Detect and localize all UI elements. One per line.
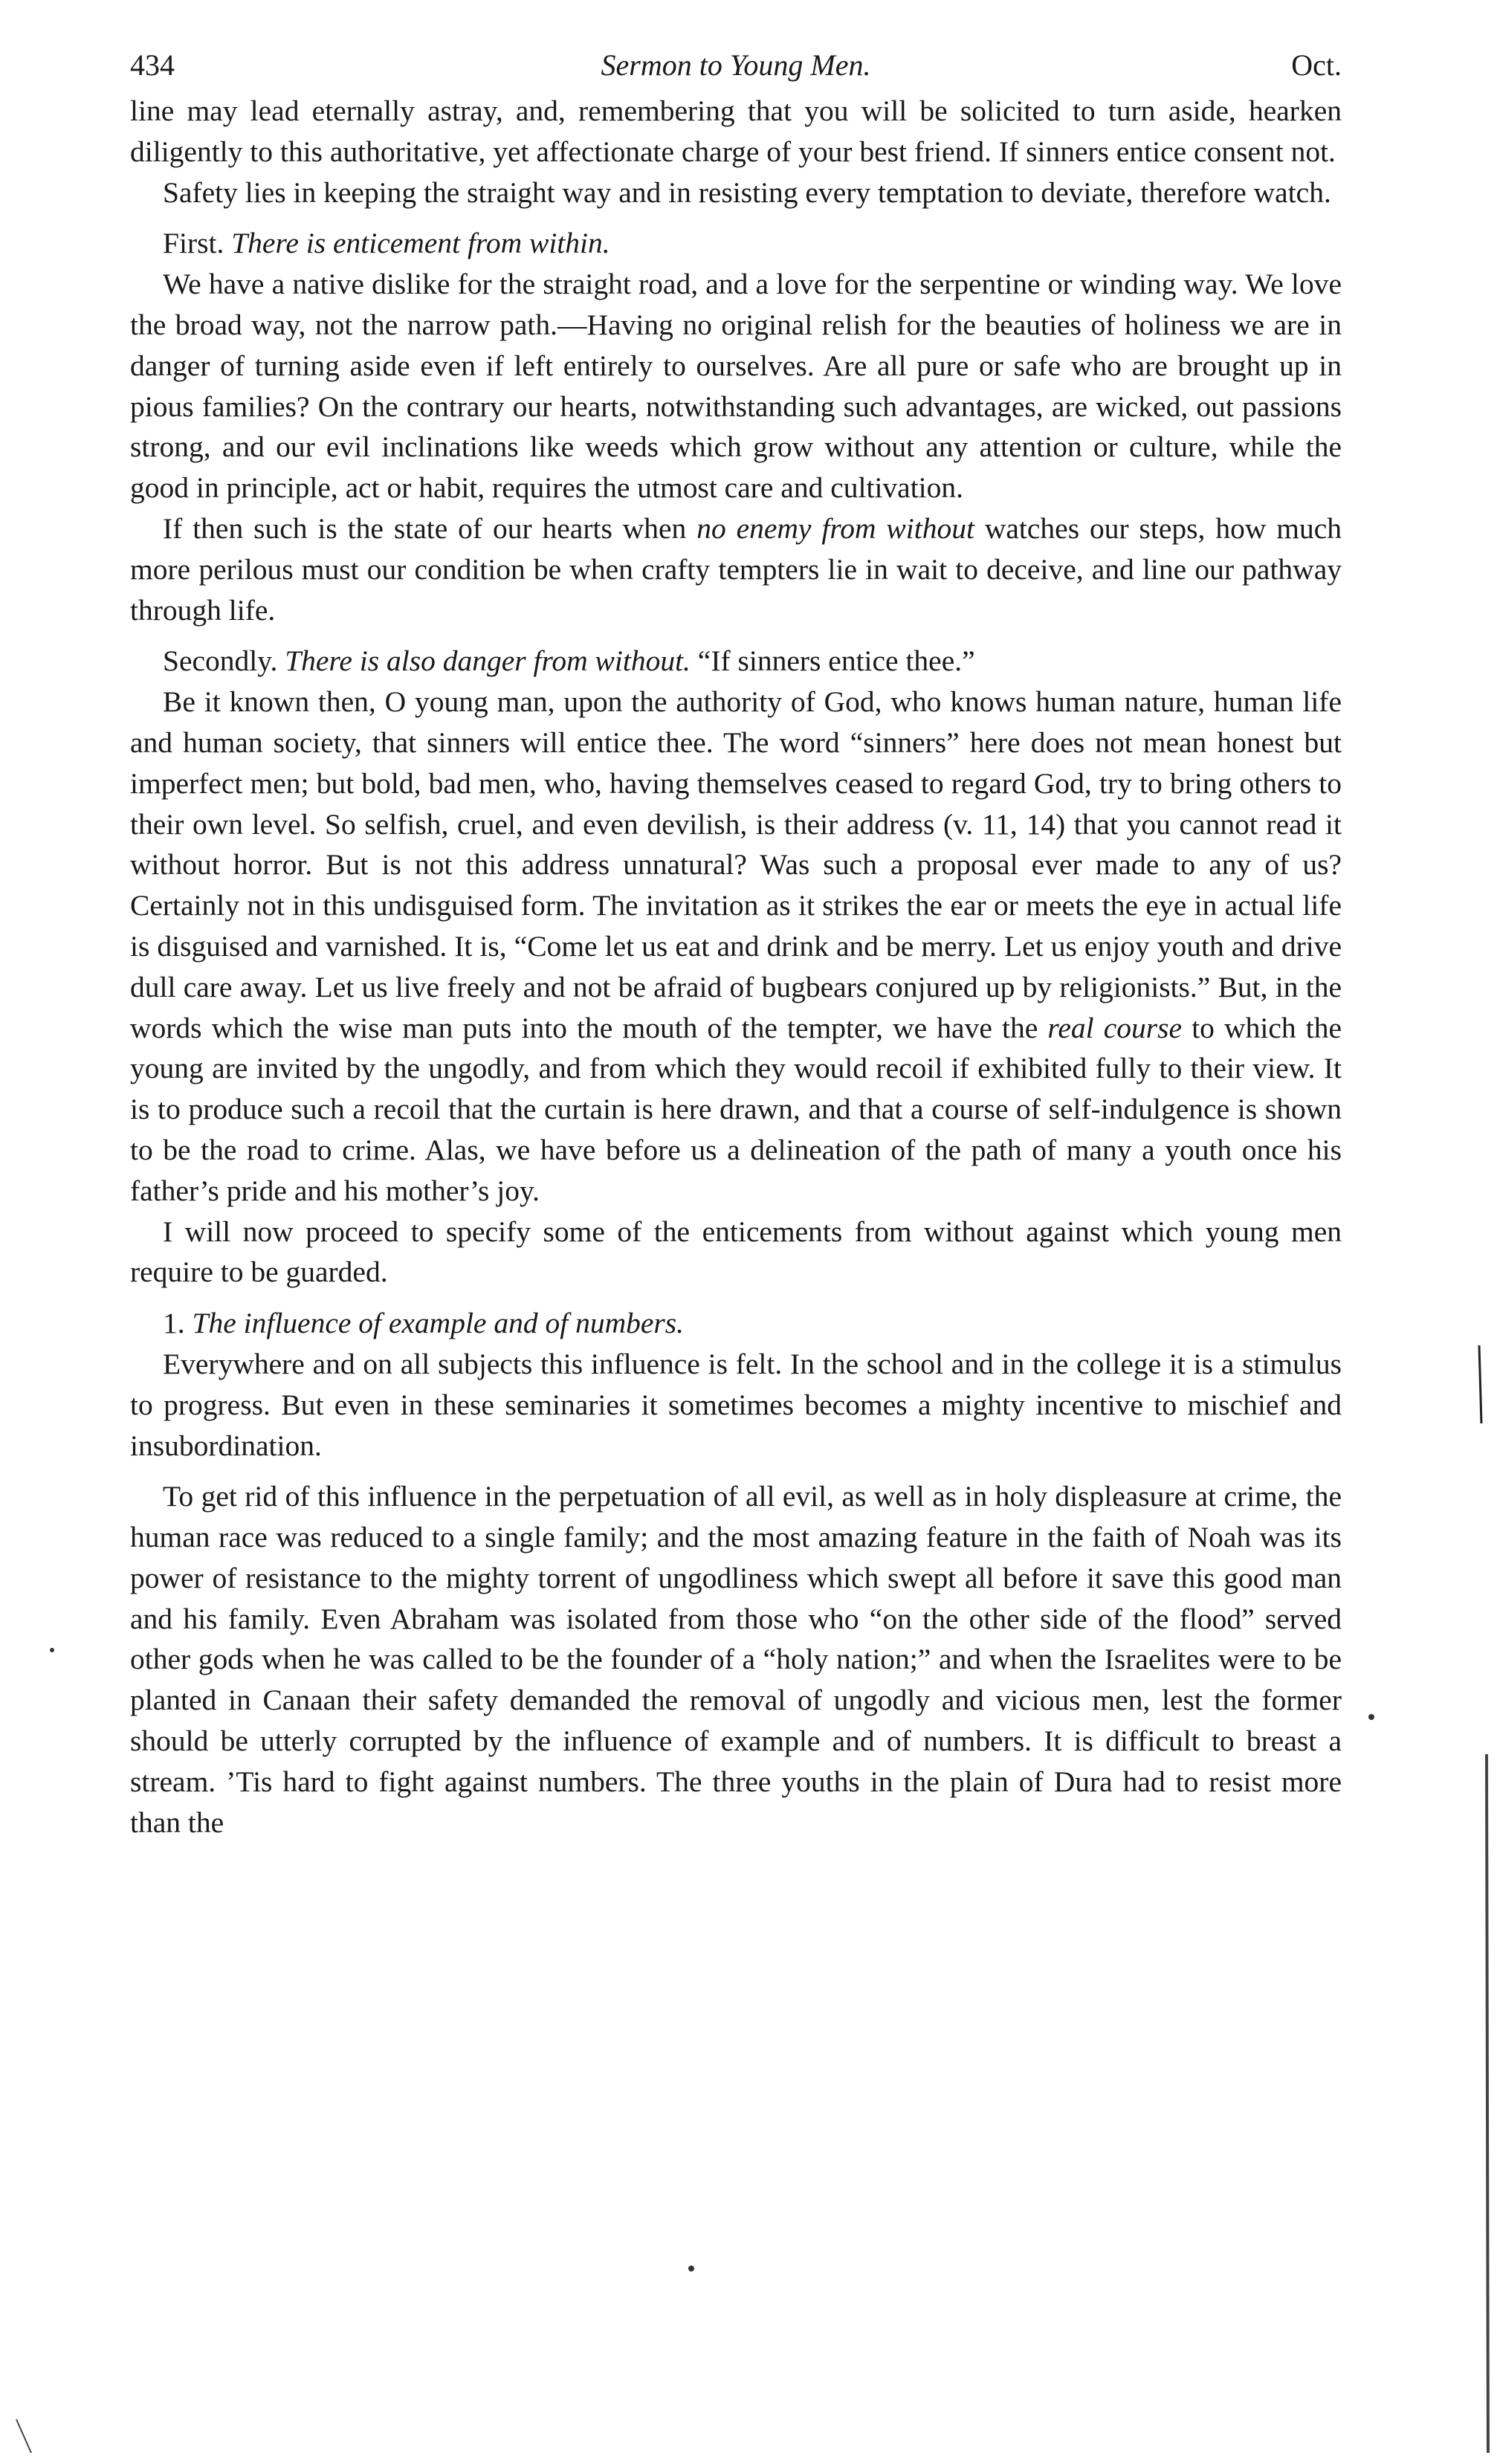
paragraph: To get rid of this influence in the perpetuation of all evil, as well as in holy displeasure at crime, the human race was reduced to a single family; and the most amazing feature in the faith of Noah was its power of resistance to the mighty torrent of ungodliness which swept all before it save this good man and his family. Even Abraham was isolated from those who “on the other side of the flood” served other gods when he was called to be the founder of a “holy nation;” and when the Israelites were to be planted in Canaan their safety demanded the removal of ungodly and vicious men, lest the former should be utterly corrupted by the influence of example and of numbers. It is difficult to breast a stream. ’Tis hard to fight against numbers. The three youths in the plain of Dura had to resist more than the [130,1480,1342,1839]
italic-run: real course [1047,1011,1183,1044]
numbered-heading [130,1303,1342,1344]
section-heading-first [130,223,1342,264]
margin-mark [1479,1345,1481,1423]
body-text [130,91,1342,1843]
heading-quote: “If sinners entice thee.” [697,644,975,678]
text-run: Be it known then, O young man, upon the authority of God, who knows human nature, human life and human society, that sinners will entice thee. The word “sinners” here does not mean honest but imperfect men; but bold, bad men, who, having themselves ceased to regard God, try to bring others to their own level. So selfish, cruel, and even devilish, is their address (v. 11, 14) that you cannot read it without horror. But is not this address unnatural? Was such a proposal ever made to any of us? Certainly not in this undisguised form. The invitation as it strikes the ear or meets the eye in actual life is disguised and varnished. It is, “Come let us eat and drink and be merry. Let us enjoy youth and drive dull care away. Let us live freely and not be afraid of bugbears conjured up by religionists.” But, in the words which the wise man puts into the mouth of the tempter, we have the [130,685,1342,1044]
heading-lead: First. [163,227,224,260]
paragraph: line may lead eternally astray, and, remembering that you will be solicited to turn aside, hearken diligently to this authoritative, yet affectionate charge of your best friend. If sinners entice consent not. [130,94,1342,168]
heading-italic: There is enticement from within. [231,227,610,260]
heading-number: 1. [163,1307,185,1340]
speck [1368,1714,1374,1720]
running-header [130,43,1342,88]
paragraph [130,508,1342,630]
heading-lead: Secondly. [163,644,278,678]
heading-italic: The influence of example and of numbers. [192,1307,684,1340]
gutter-edge-line [1487,1754,1488,2453]
running-title: Sermon to Young Men. [601,48,871,82]
speck [50,1648,54,1652]
italic-run: no enemy from without [696,511,974,545]
header-month: Oct. [1291,48,1342,82]
paragraph: Everywhere and on all subjects this influence is felt. In the school and in the college it is a stimulus to progress. But even in these seminaries it sometimes becomes a mighty incentive to mischief and insubordination. [130,1347,1342,1462]
heading-italic: There is also danger from without. [285,644,691,678]
text-run: If then such is the state of our hearts when [163,511,687,545]
paragraph [130,682,1342,1211]
paragraph: I will now proceed to specify some of the enticements from without against which young men require to be guarded. [130,1215,1342,1289]
text-run: watches our steps, how much more perilous must our condition be when crafty tempters lie in wait to deceive, and line our pathway through life. [130,511,1342,627]
edge-mark [16,2419,31,2453]
paragraph: Safety lies in keeping the straight way and in resisting every temptation to deviate, therefore watch. [163,175,1331,209]
text-run: to which the young are invited by the ungodly, and from which they would recoil if exhibited fully to their view. It is to produce such a recoil that the curtain is here drawn, and that a course of self-indulgence is shown to be the road to crime. Alas, we have before us a delineation of the path of many a youth once his father’s pride and his mother’s joy. [130,1011,1342,1207]
paragraph: We have a native dislike for the straight road, and a love for the serpentine or winding way. We love the broad way, not the narrow path.—Having no original relish for the beauties of holiness we are in danger of turning aside even if left entirely to ourselves. Are all pure or safe who are brought up in pious families? On the contrary our hearts, notwithstanding such advantages, are wicked, out passions strong, and our evil inclinations like weeds which grow without any attention or culture, while the good in principle, act or habit, requires the utmost care and cultivation. [130,268,1342,505]
book-page [130,43,1342,1843]
section-heading-second [130,641,1342,682]
speck [688,2266,694,2271]
page-number: 434 [130,48,175,82]
